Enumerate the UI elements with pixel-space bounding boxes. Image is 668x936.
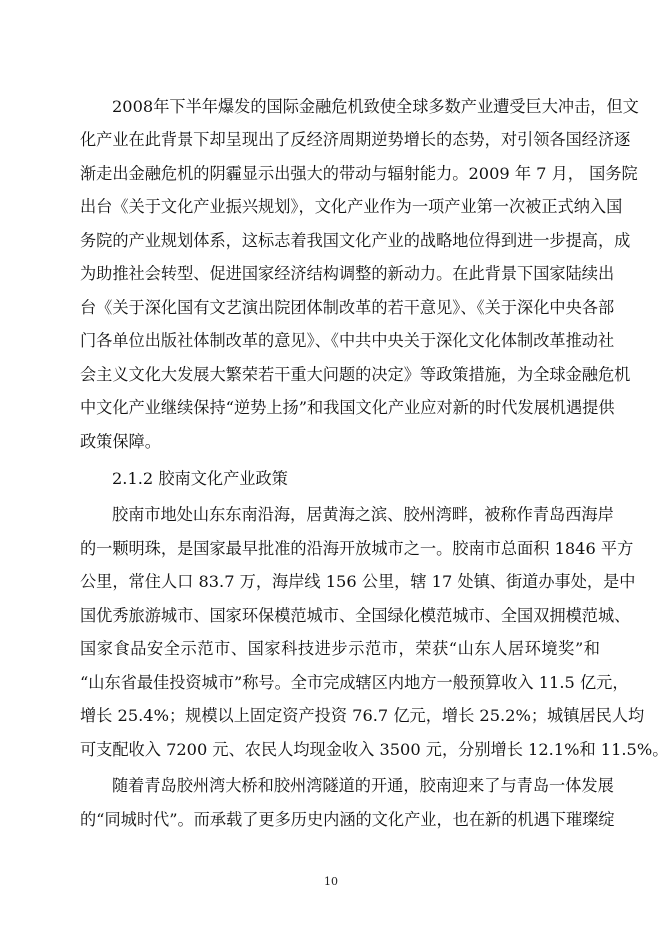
paragraph-1-line-1: 2008年下半年爆发的国际金融危机致使全球多数产业遭受巨大冲击，但文 bbox=[112, 97, 639, 116]
paragraph-2-line-8: 可支配收入 7200 元、农民人均现金收入 3500 元，分别增长 12.1%和 11.5%。 bbox=[80, 740, 668, 759]
page-number: 10 bbox=[324, 875, 338, 888]
paragraph-1-line-3: 渐走出金融危机的阴霾显示出强大的带动与辐射能力。2009 年 7 月， 国务院 bbox=[80, 164, 638, 183]
paragraph-1-line-10: 中文化产业继续保持“逆势上扬”和我国文化产业应对新的时代发展机遇提供 bbox=[80, 398, 615, 417]
paragraph-2-line-4: 国优秀旅游城市、国家环保模范城市、全国绿化模范城市、全国双拥模范城、 bbox=[80, 606, 631, 625]
paragraph-1-line-7: 台《关于深化国有文艺演出院团体制改革的若干意见》、《关于深化中央各部 bbox=[80, 298, 615, 317]
paragraph-1-line-5: 务院的产业规划体系，这标志着我国文化产业的战略地位得到进一步提高，成 bbox=[80, 231, 631, 250]
paragraph-3-line-1: 随着青岛胶州湾大桥和胶州湾隧道的开通，胶南迎来了与青岛一体发展 bbox=[112, 776, 614, 795]
paragraph-2-line-7: 增长 25.4%；规模以上固定资产投资 76.7 亿元，增长 25.2%；城镇居民人均 bbox=[80, 706, 645, 725]
paragraph-1-line-11: 政策保障。 bbox=[80, 432, 161, 451]
paragraph-2-line-2: 的一颗明珠，是国家最早批准的沿海开放城市之一。胶南市总面积 1846 平方 bbox=[80, 539, 634, 558]
paragraph-3-line-2: 的“同城时代”。而承载了更多历史内涵的文化产业，也在新的机遇下璀璨绽 bbox=[80, 810, 615, 829]
paragraph-1-line-9: 会主义文化大发展大繁荣若干重大问题的决定》等政策措施，为全球金融危机 bbox=[80, 365, 631, 384]
paragraph-2-line-5: 国家食品安全示范市、国家科技进步示范市，荣获“山东人居环境奖”和 bbox=[80, 639, 600, 658]
paragraph-2-line-1: 胶南市地处山东东南沿海，居黄海之滨、胶州湾畔，被称作青岛西海岸 bbox=[112, 505, 614, 524]
paragraph-2-line-3: 公里，常住人口 83.7 万，海岸线 156 公里，辖 17 处镇、街道办事处，是中 bbox=[80, 572, 636, 591]
section-heading: 2.1.2 胶南文化产业政策 bbox=[112, 469, 288, 488]
paragraph-1-line-4: 出台《关于文化产业振兴规划》，文化产业作为一项产业第一次被正式纳入国 bbox=[80, 197, 623, 216]
paragraph-1-line-8: 门各单位出版社体制改革的意见》、《中共中央关于深化文化体制改革推动社 bbox=[80, 331, 615, 350]
paragraph-1-line-2: 化产业在此背景下却呈现出了反经济周期逆势增长的态势，对引领各国经济逐 bbox=[80, 130, 631, 149]
paragraph-1-line-6: 为助推社会转型、促进国家经济结构调整的新动力。在此背景下国家陆续出 bbox=[80, 264, 615, 283]
paragraph-2-line-6: “山东省最佳投资城市”称号。全市完成辖区内地方一般预算收入 11.5 亿元， bbox=[80, 673, 629, 692]
